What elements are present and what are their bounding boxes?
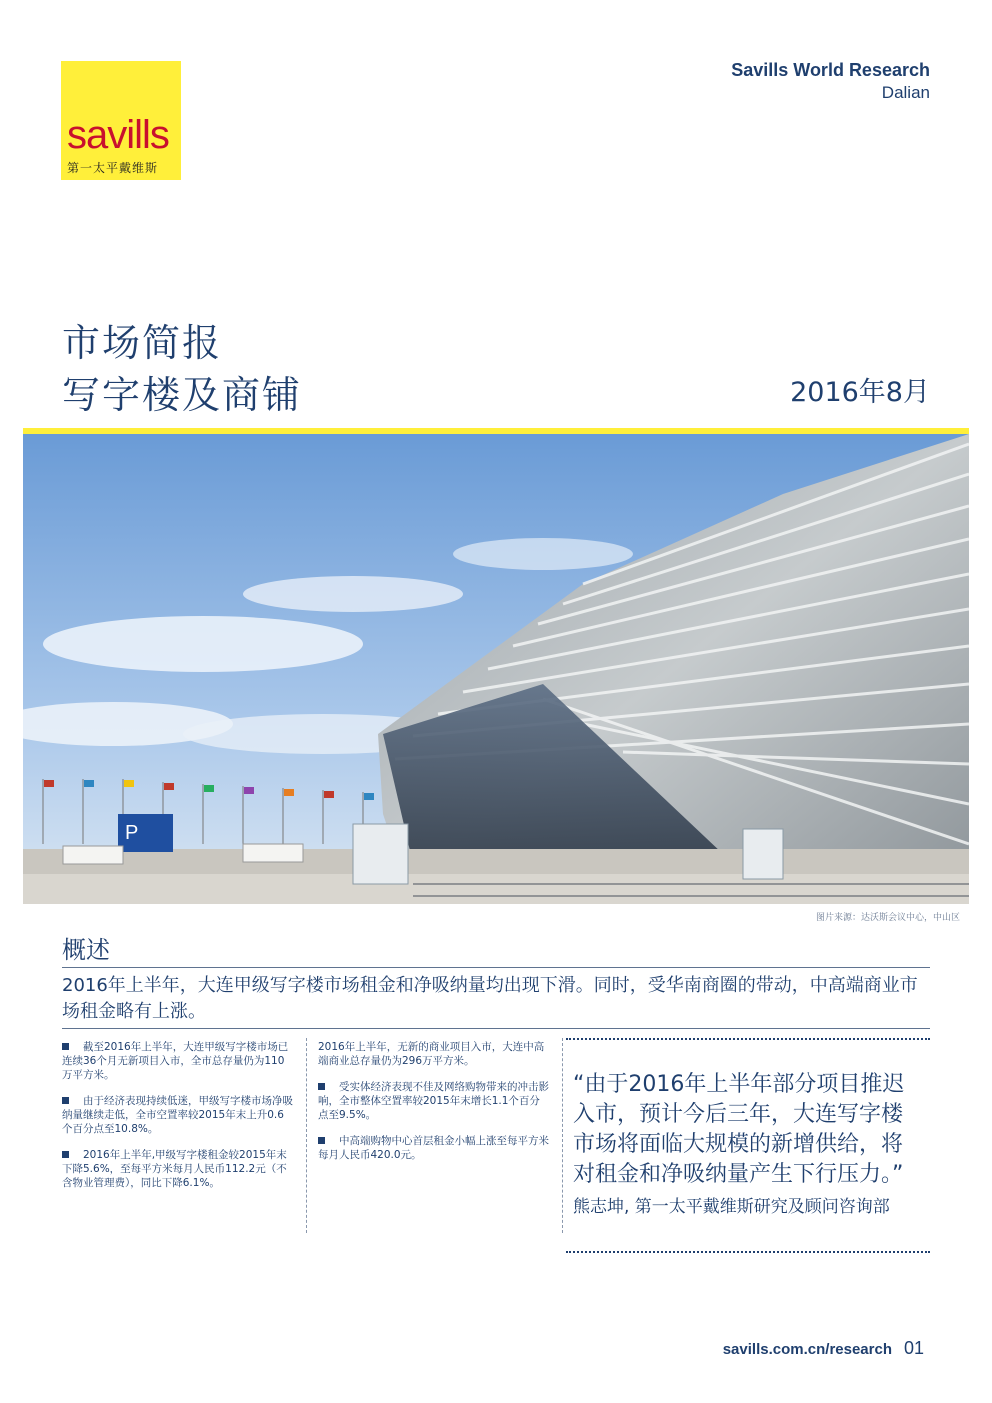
logo-wordmark: savills <box>67 113 169 157</box>
overview-summary: 2016年上半年，大连甲级写字楼市场租金和净吸纳量均出现下滑。同时，受华南商圈的带动，中高端商业市场租金略有上涨。 <box>62 975 918 1022</box>
savills-logo[interactable] <box>61 61 181 180</box>
photo-caption: 图片来源：达沃斯会议中心，中山区 <box>815 913 960 923</box>
overview-bottom-rule <box>62 1028 930 1029</box>
brand-title: Savills World Research <box>731 60 930 80</box>
footer-url-link[interactable]: savills.com.cn/research <box>722 1341 892 1358</box>
bullet-text: 截至2016年上半年，大连甲级写字楼市场已连续36个月无新项目入市，全市总存量仍为110万平方米。 <box>62 1041 289 1081</box>
bullet-text: 2016年上半年,甲级写字楼租金较2015年末下降5.6%，至每平方米每月人民币112.2元（不含物业管理费），同比下降6.1%。 <box>62 1149 287 1189</box>
bullet-text: 受实体经济表现不佳及网络购物带来的冲击影响，全市整体空置率较2015年末增长1.1个百分点至9.5%。 <box>318 1081 549 1121</box>
report-date: 2016年8月 <box>790 377 930 408</box>
pull-quote <box>573 1070 923 1222</box>
retail-column <box>318 1040 550 1174</box>
column-divider <box>562 1038 563 1233</box>
brand-city: Dalian <box>881 83 930 102</box>
convention-center-illustration <box>23 434 969 904</box>
section-title-overview: 概述 <box>62 936 110 964</box>
list-item <box>318 1134 550 1162</box>
quote-bottom-rule <box>566 1251 930 1253</box>
quote-author: 熊志坤, 第一太平戴维斯研究及顾问咨询部 <box>573 1197 890 1217</box>
list-item <box>62 1040 294 1082</box>
logo-subtitle: 第一太平戴维斯 <box>67 161 159 175</box>
list-item <box>62 1148 294 1190</box>
bullet-square-icon <box>62 1097 69 1104</box>
parking-sign-letter: P <box>125 822 139 844</box>
bullet-text: 由于经济表现持续低迷，甲级写字楼市场净吸纳量继续走低，全市空置率较2015年末上升0.6个百分点至10.8%。 <box>62 1095 293 1135</box>
bullet-square-icon <box>62 1151 69 1158</box>
list-item <box>62 1094 294 1136</box>
column-divider <box>306 1038 307 1233</box>
bullet-square-icon <box>318 1137 325 1144</box>
quote-top-rule <box>566 1038 930 1040</box>
bullet-text: 中高端购物中心首层租金小幅上涨至每平方米每月人民币420.0元。 <box>318 1135 549 1161</box>
page-number: 01 <box>903 1338 924 1358</box>
bullet-square-icon <box>62 1043 69 1050</box>
retail-intro: 2016年上半年，无新的商业项目入市，大连中高端商业总存量仍为296万平方米。 <box>318 1041 545 1067</box>
office-column <box>62 1040 294 1202</box>
bullet-square-icon <box>318 1083 325 1090</box>
overview-top-rule <box>62 967 930 968</box>
report-title-line2: 写字楼及商铺 <box>62 373 303 417</box>
report-title-line1: 市场简报 <box>62 321 223 365</box>
quote-text: “由于2016年上半年部分项目推迟入市，预计今后三年，大连写字楼市场将面临大规模的新增供给，将对租金和净吸纳量产生下行压力。” <box>573 1072 905 1187</box>
list-item <box>318 1080 550 1122</box>
hero-photo <box>23 434 969 904</box>
